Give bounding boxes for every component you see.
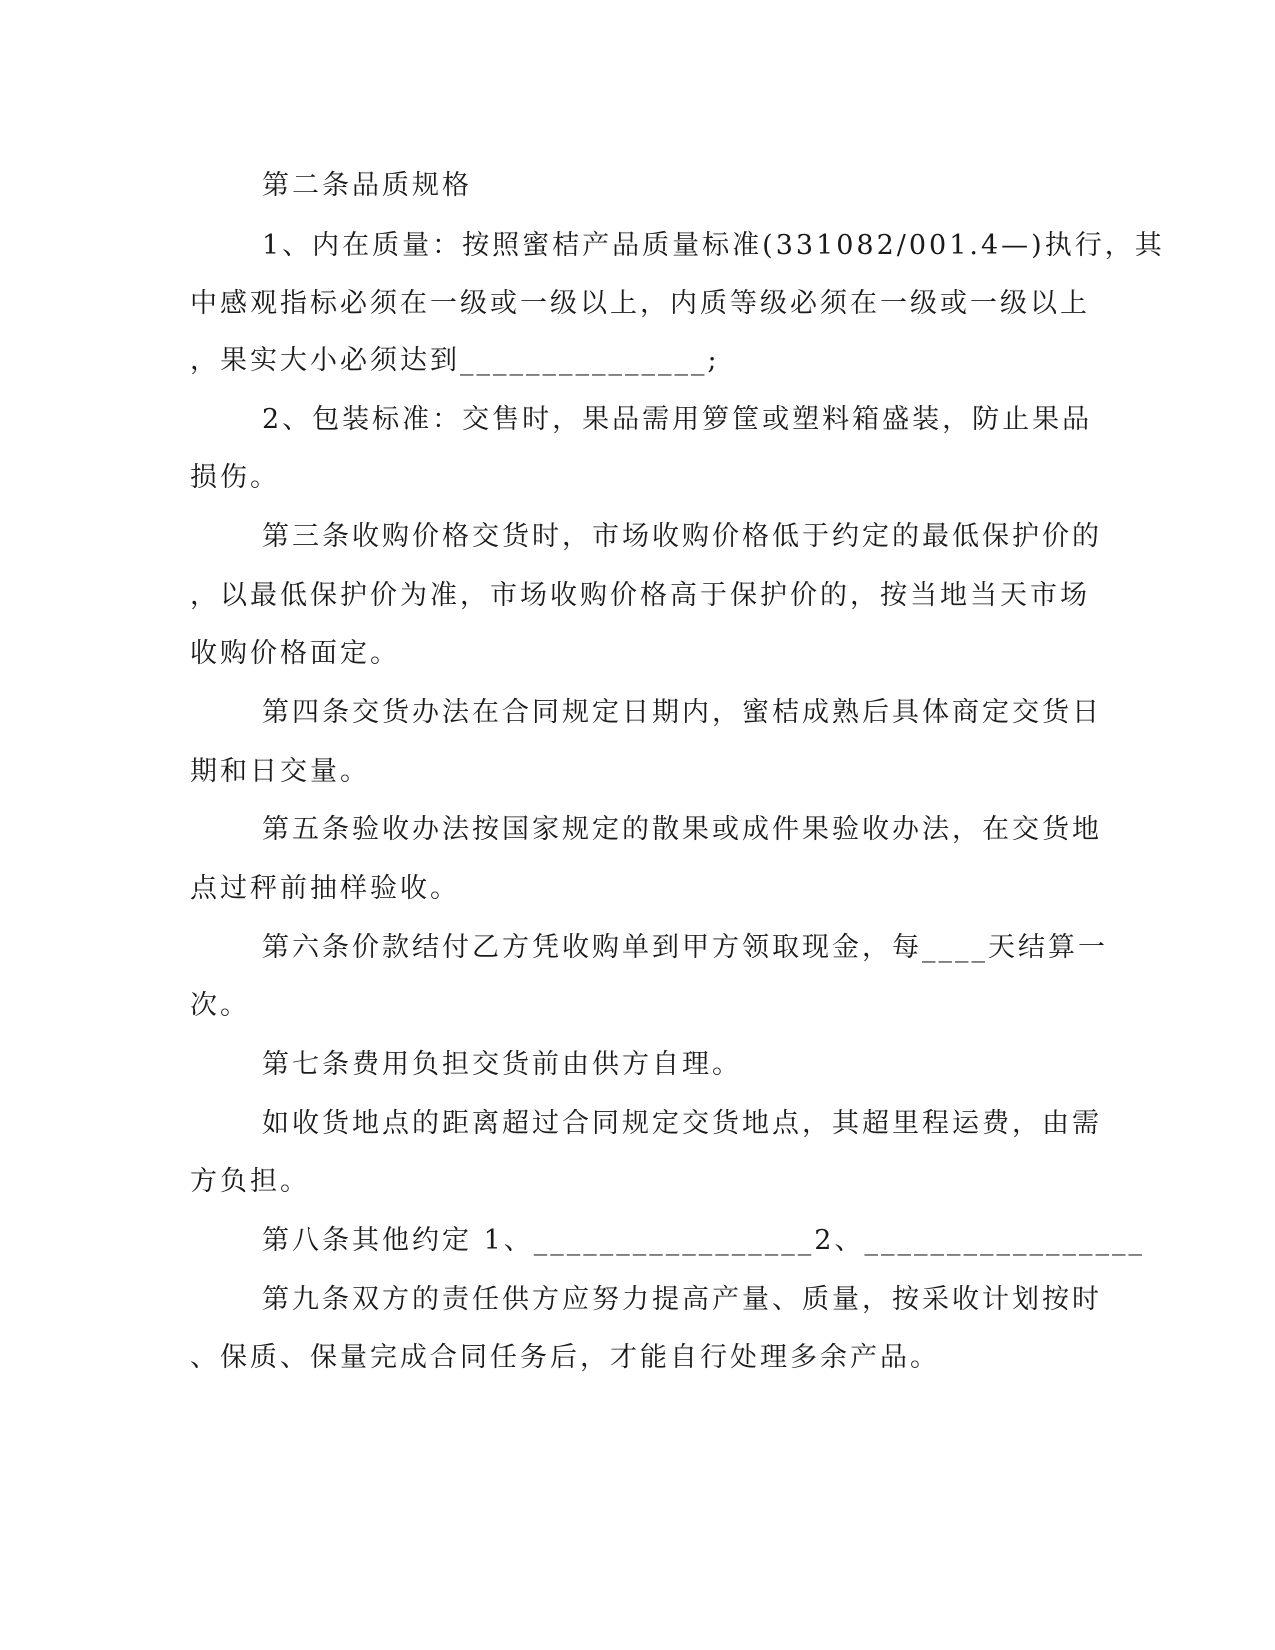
article-2-item-2-line-2: 损伤。 [190,462,280,493]
article-6-line-2: 次。 [190,990,250,1021]
article-2-item-1-line-1: 1、内在质量：按照蜜桔产品质量标准(331082/001.4—)执行，其 [262,230,1165,261]
article-8-line-1: 第八条其他约定 1、_________________2、_________________ [262,1225,1145,1256]
article-3-line-2: ，以最低保护价为准，市场收购价格高于保护价的，按当地当天市场 [190,580,1090,611]
article-7-paragraph-2-line-2: 方负担。 [190,1166,310,1197]
article-3-line-3: 收购价格面定。 [190,638,400,669]
article-3-line-1: 第三条收购价格交货时，市场收购价格低于约定的最低保护价的 [262,521,1102,552]
article-7-line-1: 第七条费用负担交货前由供方自理。 [262,1049,742,1080]
article-2-heading: 第二条品质规格 [262,170,472,201]
article-9-line-1: 第九条双方的责任供方应努力提高产量、质量，按采收计划按时 [262,1284,1102,1315]
article-4-line-2: 期和日交量。 [190,756,370,787]
article-7-paragraph-2-line-1: 如收货地点的距离超过合同规定交货地点，其超里程运费，由需 [262,1108,1102,1139]
article-5-line-2: 点过秤前抽样验收。 [190,873,460,904]
article-4-line-1: 第四条交货办法在合同规定日期内，蜜桔成熟后具体商定交货日 [262,697,1102,728]
article-2-item-1-line-2: 中感观指标必须在一级或一级以上，内质等级必须在一级或一级以上 [190,288,1090,319]
article-6-line-1: 第六条价款结付乙方凭收购单到甲方领取现金，每____天结算一 [262,932,1108,963]
article-2-item-1-line-3: ，果实大小必须达到_______________; [190,345,720,376]
article-2-item-2-line-1: 2、包装标准：交售时，果品需用箩筐或塑料箱盛装，防止果品 [262,404,1093,435]
article-5-line-1: 第五条验收办法按国家规定的散果或成件果验收办法，在交货地 [262,814,1102,845]
article-9-line-2: 、保质、保量完成合同任务后，才能自行处理多余产品。 [190,1342,940,1373]
